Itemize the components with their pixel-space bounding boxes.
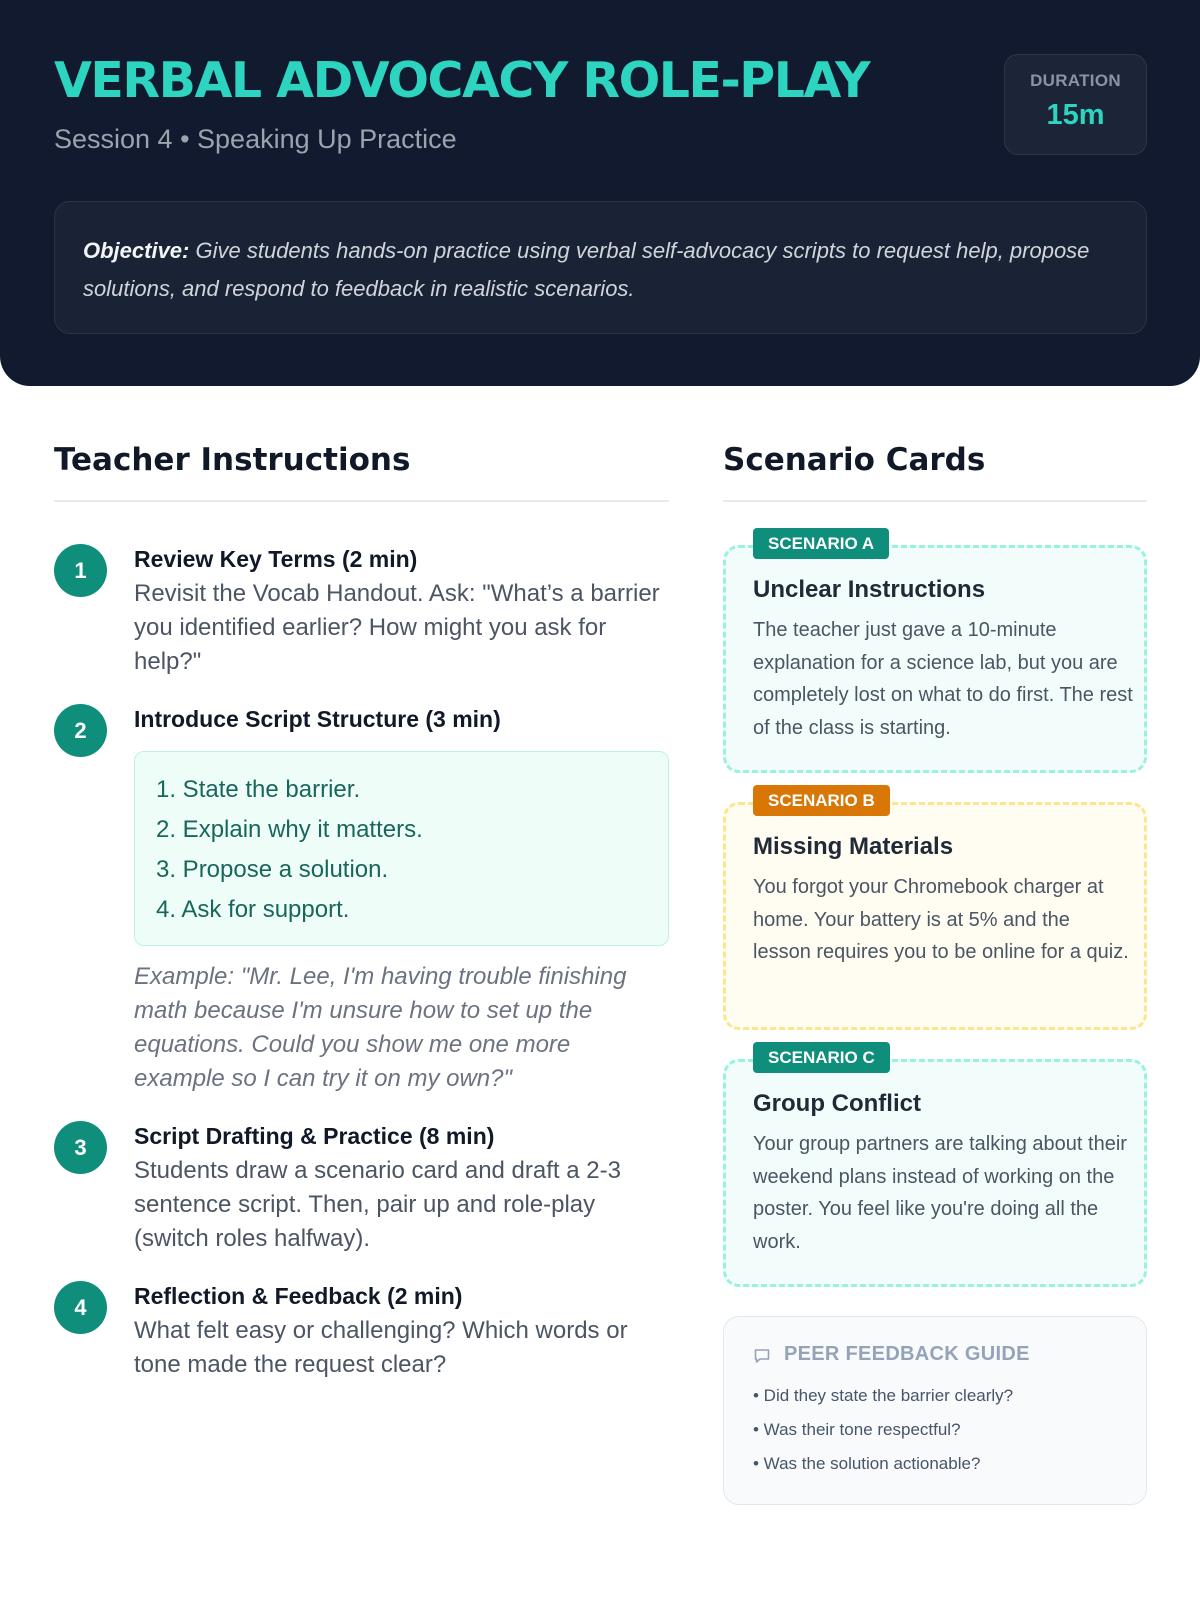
- step-body: Students draw a scenario card and draft a 2-3 sentence script. Then, pair up and role-play (switch roles halfway).: [134, 1157, 621, 1252]
- step-title: Review Key Terms (2 min): [134, 546, 418, 572]
- duration-value: 15m: [1046, 99, 1105, 131]
- step-title: Script Drafting & Practice (8 min): [134, 1123, 495, 1149]
- scenario-tag: SCENARIO A: [753, 528, 889, 559]
- script-step: 4. Ask for support.: [156, 896, 350, 923]
- step-number: 2: [54, 704, 107, 757]
- step-number: 1: [54, 544, 107, 597]
- chat-bubble-icon: [753, 1347, 771, 1365]
- scenario-title: Missing Materials: [753, 833, 954, 860]
- step-title: Reflection & Feedback (2 min): [134, 1283, 463, 1309]
- script-structure-box: [134, 751, 669, 946]
- scenario-text: You forgot your Chromebook charger at home. Your battery is at 5% and the lesson requires you to be online for a quiz.: [753, 876, 1129, 963]
- step-number: 3: [54, 1121, 107, 1174]
- duration-badge: [1004, 54, 1147, 155]
- instructions-divider: [54, 500, 669, 502]
- scenarios-divider: [723, 500, 1147, 502]
- script-step: 2. Explain why it matters.: [156, 816, 423, 843]
- step-number: 4: [54, 1281, 107, 1334]
- script-step: 3. Propose a solution.: [156, 856, 389, 883]
- scenario-title: Unclear Instructions: [753, 576, 986, 603]
- scenarios-heading: Scenario Cards: [723, 442, 986, 478]
- peer-feedback-item: • Was the solution actionable?: [753, 1454, 981, 1473]
- objective-label: Objective:: [83, 238, 190, 263]
- instructions-heading: Teacher Instructions: [54, 442, 411, 478]
- scenario-tag: SCENARIO B: [753, 785, 890, 816]
- objective-box: [54, 201, 1147, 334]
- scenario-title: Group Conflict: [753, 1090, 921, 1117]
- scenario-text: The teacher just gave a 10-minute explanation for a science lab, but you are completely lost on what to do first. The rest of the class is starting.: [753, 619, 1133, 739]
- duration-label: DURATION: [1030, 71, 1121, 90]
- peer-feedback-item: • Was their tone respectful?: [753, 1420, 961, 1439]
- page-subtitle: Session 4 • Speaking Up Practice: [54, 124, 457, 154]
- peer-feedback-title: PEER FEEDBACK GUIDE: [784, 1343, 1030, 1365]
- page-title: VERBAL ADVOCACY ROLE-PLAY: [54, 52, 870, 109]
- script-step: 1. State the barrier.: [156, 776, 361, 803]
- objective-text: Give students hands-on practice using verbal self-advocacy scripts to request help, propose solutions, and respond to feedback in realistic scenarios.: [83, 238, 1090, 301]
- step-title: Introduce Script Structure (3 min): [134, 706, 501, 732]
- peer-feedback-item: • Did they state the barrier clearly?: [753, 1386, 1014, 1405]
- step-body: What felt easy or challenging? Which words or tone made the request clear?: [134, 1317, 628, 1378]
- scenario-tag: SCENARIO C: [753, 1042, 890, 1073]
- scenario-text: Your group partners are talking about their weekend plans instead of working on the poster. You feel like you're doing all the work.: [753, 1133, 1127, 1253]
- script-example: Example: "Mr. Lee, I'm having trouble finishing math because I'm unsure how to set up the equations. Could you show me one more example so I can try it on my own?": [134, 963, 627, 1092]
- step-body: Revisit the Vocab Handout. Ask: "What’s a barrier you identified earlier? How might you ask for help?": [134, 580, 660, 675]
